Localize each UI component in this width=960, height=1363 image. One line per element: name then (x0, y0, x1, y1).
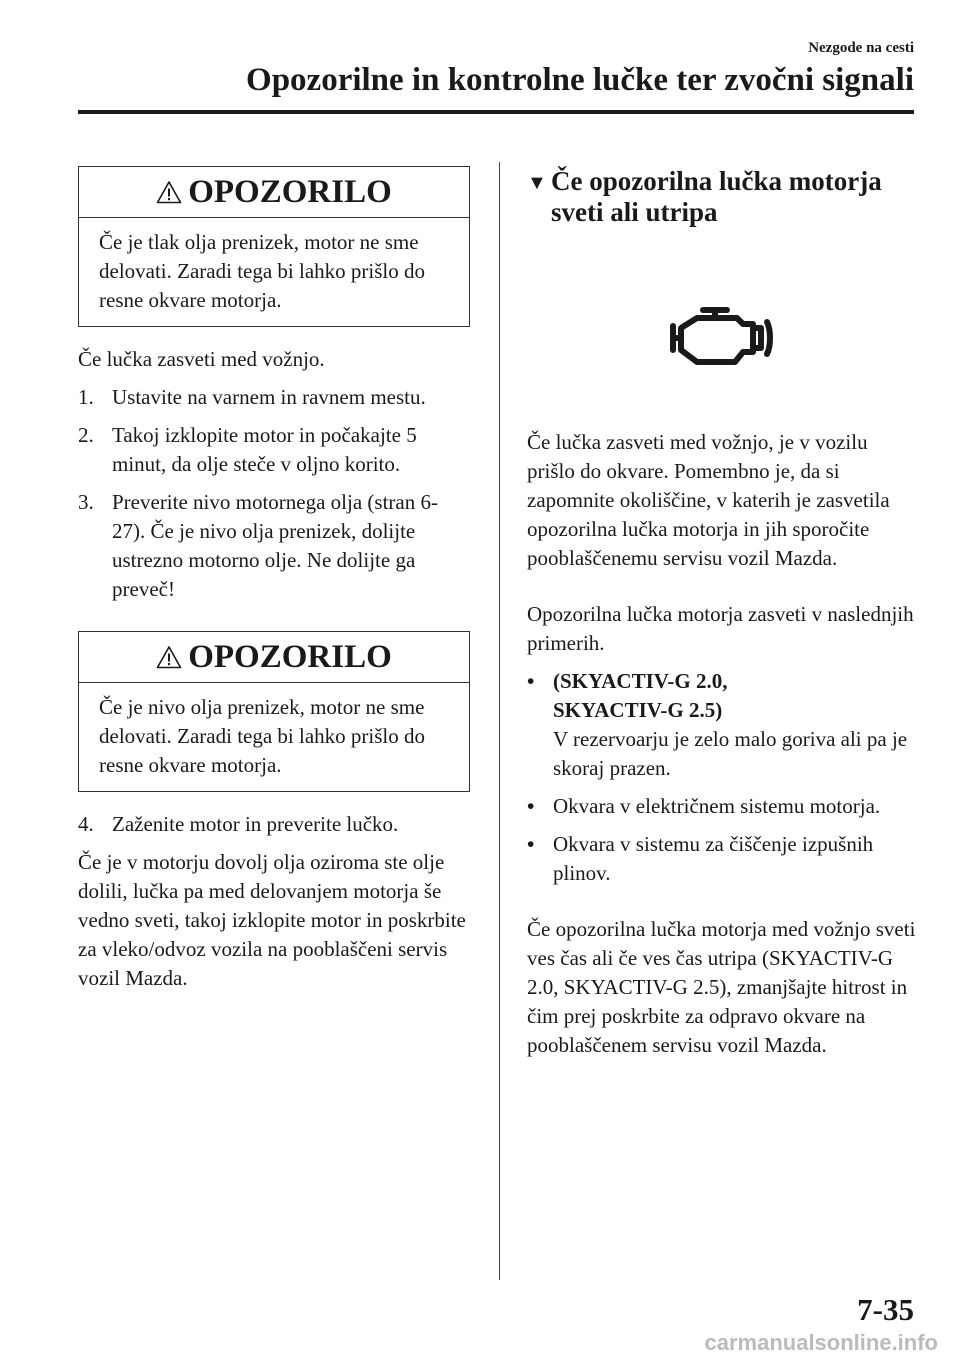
warning-text: Če je tlak olja prenizek, motor ne sme delovati. Zaradi tega bi lahko prišlo do resne okvare motorja. (99, 230, 425, 312)
section-heading (527, 166, 917, 228)
step-text: Takoj izklopite motor in počakajte 5 minut, da olje steče v oljno korito. (112, 423, 417, 476)
step-number: 1. (78, 385, 94, 409)
bullet-icon: • (527, 794, 535, 818)
step-number: 2. (78, 423, 94, 447)
column-divider (499, 162, 500, 1280)
step-number: 3. (78, 490, 94, 514)
bullet-icon: • (527, 669, 535, 693)
intro-text: Če lučka zasveti med vožnjo. (78, 347, 325, 371)
step-item (78, 488, 470, 604)
warning-box-oil-pressure (78, 166, 470, 327)
step-item (78, 810, 470, 839)
description-paragraph: Če opozorilna lučka motorja med vožnjo sveti ves čas ali če ves čas utripa (SKYACTIV-G 2.0, SKYACTIV-G 2.5), zmanjšajte hitrost in čim prej poskrbite za odpravo okvare na pooblaščenem servisu vozil Mazda. (527, 917, 916, 1057)
warning-triangle-icon (156, 180, 182, 204)
step-item (78, 421, 470, 479)
right-column (527, 166, 917, 1069)
check-engine-icon (527, 306, 917, 368)
bullet-text: Okvara v električnem sistemu motorja. (553, 794, 881, 818)
list-item (527, 830, 917, 888)
page-title: Opozorilne in kontrolne lučke ter zvočni signali (246, 62, 914, 98)
step-item (78, 383, 470, 412)
warning-title: OPOZORILO (188, 638, 392, 675)
warning-header (79, 632, 469, 683)
section-marker-icon: ▼ (527, 172, 547, 194)
heading-line: Če opozorilna lučka motorja (551, 166, 882, 196)
watermark: carmanualsonline.info (704, 1330, 938, 1355)
warning-title: OPOZORILO (188, 173, 392, 210)
step-text: Preverite nivo motornega olja (stran 6-27). Če je nivo olja prenizek, dolijte ustrezno motorno olje. Ne dolijte ga preveč! (112, 490, 438, 601)
warning-box-oil-level (78, 631, 470, 792)
step-number: 4. (78, 812, 94, 836)
left-column (78, 166, 470, 1002)
bullet-bold-text: (SKYACTIV-G 2.0, (553, 669, 728, 693)
warning-triangle-icon (156, 645, 182, 669)
closing-text: Če je v motorju dovolj olja oziroma ste olje dolili, lučka pa med delovanjem motorja še vedno sveti, takoj izklopite motor in poskrbite za vleko/odvoz vozila na pooblaščeni servis vozil Mazda. (78, 850, 466, 990)
bullet-icon: • (527, 832, 535, 856)
page-number: 7-35 (857, 1292, 914, 1327)
description-paragraph: Če lučka zasveti med vožnjo, je v vozilu prišlo do okvare. Pomembno je, da si zapomnite okoliščine, v katerih je zasvetila opozorilna lučka motorja in jih sporočite pooblaščenemu servisu vozil Mazda. (527, 430, 890, 570)
bullet-text: V rezervoarju je zelo malo goriva ali pa je skoraj prazen. (553, 727, 908, 780)
warning-header (79, 167, 469, 218)
bullet-text: Okvara v sistemu za čiščenje izpušnih plinov. (553, 832, 874, 885)
warning-text: Če je nivo olja prenizek, motor ne sme delovati. Zaradi tega bi lahko prišlo do resne okvare motorja. (99, 695, 425, 777)
list-item (527, 792, 917, 821)
bullet-bold-text: SKYACTIV-G 2.5) (553, 698, 723, 722)
list-item (527, 667, 917, 783)
step-text: Zaženite motor in preverite lučko. (112, 812, 399, 836)
description-paragraph: Opozorilna lučka motorja zasveti v naslednjih primerih. (527, 602, 914, 655)
heading-line: sveti ali utripa (551, 197, 718, 227)
header-section: Nezgode na cesti (808, 40, 914, 56)
header-divider (78, 110, 914, 114)
step-text: Ustavite na varnem in ravnem mestu. (112, 385, 426, 409)
